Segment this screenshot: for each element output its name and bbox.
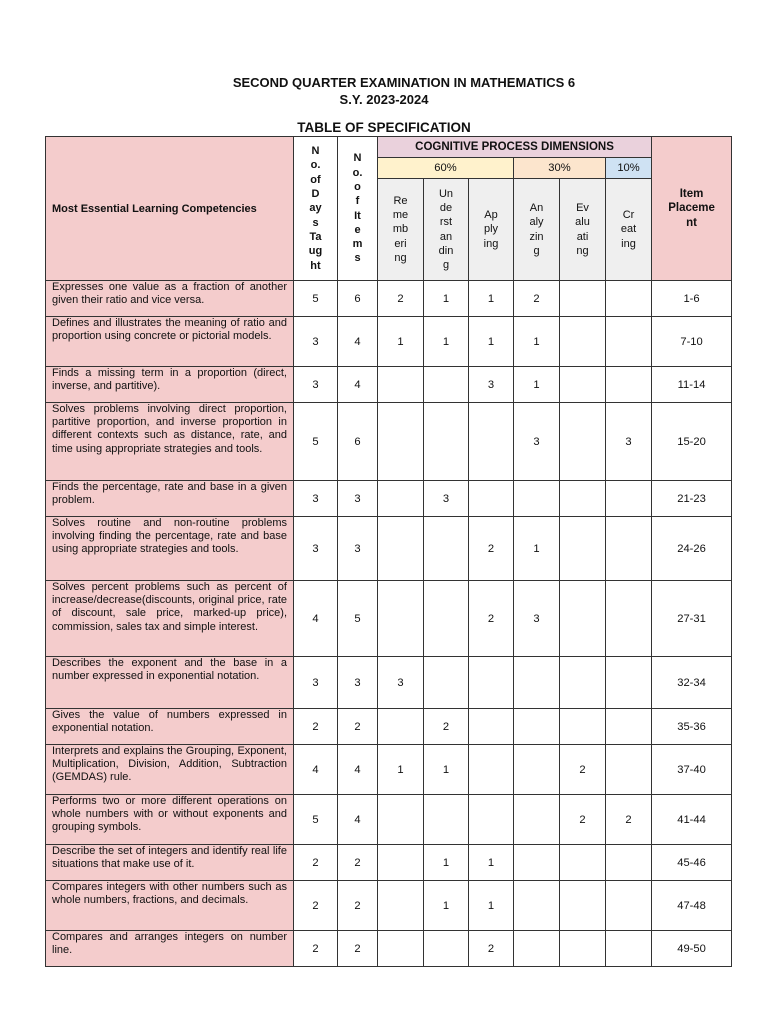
eva-cell (560, 845, 606, 881)
header-fragment: m (352, 238, 363, 251)
eva-cell (560, 481, 606, 517)
rem-cell: 1 (378, 317, 424, 367)
und-cell (424, 657, 469, 709)
pct-10-label: 10% (606, 158, 652, 179)
competency-cell: Solves routine and non-routine problems involving finding the percentage, rate and base using appropriate strategies and tools. (46, 517, 294, 581)
cre-cell (606, 709, 652, 745)
header-fragment: ply (483, 223, 499, 236)
days-cell: 5 (294, 795, 338, 845)
und-cell: 3 (424, 481, 469, 517)
placement-cell: 1-6 (652, 281, 732, 317)
ana-cell (514, 931, 560, 967)
cre-cell (606, 931, 652, 967)
app-cell (469, 657, 514, 709)
items-cell: 2 (338, 881, 378, 931)
items-cell: 3 (338, 657, 378, 709)
competency-cell: Interprets and explains the Grouping, Exponent, Multiplication, Division, Addition, Subtraction (GEMDAS) rule. (46, 745, 294, 795)
placement-cell: 27-31 (652, 581, 732, 657)
header-fragment: eat (620, 223, 637, 236)
items-cell: 4 (338, 317, 378, 367)
eva-cell: 2 (560, 795, 606, 845)
days-cell: 2 (294, 931, 338, 967)
rem-cell (378, 845, 424, 881)
header-fragment: ht (310, 259, 321, 272)
table-body (46, 281, 732, 967)
ana-cell: 2 (514, 281, 560, 317)
placement-cell: 49-50 (652, 931, 732, 967)
header-fragment: ng (394, 251, 407, 264)
items-cell: 3 (338, 481, 378, 517)
header-fragment: Ta (309, 230, 322, 243)
table-row (46, 367, 732, 403)
und-cell: 1 (424, 881, 469, 931)
cre-cell (606, 581, 652, 657)
eva-cell (560, 881, 606, 931)
placement-cell: 15-20 (652, 403, 732, 481)
competency-cell: Finds a missing term in a proportion (direct, inverse, and partitive). (46, 367, 294, 403)
placement-cell: 24-26 (652, 517, 732, 581)
competency-cell: Expresses one value as a fraction of another given their ratio and vice versa. (46, 281, 294, 317)
app-cell: 3 (469, 367, 514, 403)
competencies-header: Most Essential Learning Competencies (46, 137, 294, 281)
und-cell: 1 (424, 317, 469, 367)
ana-cell (514, 795, 560, 845)
days-cell: 5 (294, 403, 338, 481)
eva-cell (560, 657, 606, 709)
cre-cell (606, 881, 652, 931)
table-row (46, 931, 732, 967)
rem-cell (378, 581, 424, 657)
placement-cell: 47-48 (652, 881, 732, 931)
days-cell: 3 (294, 517, 338, 581)
cre-cell: 3 (606, 403, 652, 481)
placement-cell: 35-36 (652, 709, 732, 745)
placement-cell: 45-46 (652, 845, 732, 881)
table-row (46, 709, 732, 745)
header-fragment: ng (576, 244, 589, 257)
app-cell (469, 481, 514, 517)
days-cell: 3 (294, 657, 338, 709)
und-cell (424, 403, 469, 481)
ana-cell: 1 (514, 317, 560, 367)
ana-cell: 3 (514, 403, 560, 481)
header-fragment: g (442, 259, 450, 272)
items-cell: 5 (338, 581, 378, 657)
header-fragment: din (438, 244, 454, 257)
cognitive-dimensions-header: COGNITIVE PROCESS DIMENSIONS (378, 137, 652, 158)
header-fragment: e (354, 223, 361, 236)
header-fragment: Ev (576, 201, 589, 214)
eva-cell (560, 367, 606, 403)
header-fragment: Ap (484, 209, 498, 222)
rem-cell: 1 (378, 745, 424, 795)
cre-cell (606, 517, 652, 581)
header-fragment: o. (310, 159, 321, 172)
applying-header (469, 179, 514, 281)
table-row (46, 581, 732, 657)
table-row (46, 795, 732, 845)
school-year: S.Y. 2023-2024 (339, 92, 429, 107)
placement-cell: 37-40 (652, 745, 732, 795)
table-row (46, 481, 732, 517)
table-title: TABLE OF SPECIFICATION (297, 120, 471, 135)
analyzing-header (514, 179, 560, 281)
competency-cell: Describe the set of integers and identify real life situations that make use of it. (46, 845, 294, 881)
creating-header (606, 179, 652, 281)
header-fragment: Item (679, 187, 704, 200)
cre-cell (606, 317, 652, 367)
item-placement-header (652, 137, 732, 281)
items-cell: 4 (338, 745, 378, 795)
cre-cell (606, 367, 652, 403)
ana-cell: 1 (514, 517, 560, 581)
und-cell (424, 795, 469, 845)
header-fragment: g (533, 244, 540, 257)
ana-cell: 1 (514, 367, 560, 403)
competency-cell: Compares integers with other numbers such as whole numbers, fractions, and decimals. (46, 881, 294, 931)
und-cell: 2 (424, 709, 469, 745)
header-fragment: aly (529, 216, 544, 229)
placement-cell: 41-44 (652, 795, 732, 845)
placement-cell: 11-14 (652, 367, 732, 403)
eva-cell: 2 (560, 745, 606, 795)
header-fragment: of (310, 173, 321, 186)
header-fragment: ug (308, 245, 323, 258)
header-fragment: de (439, 201, 453, 214)
header-fragment: Re (393, 194, 408, 207)
table-row (46, 881, 732, 931)
und-cell: 1 (424, 745, 469, 795)
ana-cell (514, 709, 560, 745)
header-fragment: f (355, 195, 360, 208)
competency-cell: Gives the value of numbers expressed in exponential notation. (46, 709, 294, 745)
days-cell: 4 (294, 581, 338, 657)
exam-title: SECOND QUARTER EXAMINATION IN MATHEMATICS 6 (232, 75, 576, 90)
header-fragment: An (529, 201, 544, 214)
header-fragment: N (311, 145, 320, 158)
header-fragment: D (311, 188, 320, 201)
competency-cell: Solves problems involving direct proportion, partitive proportion, and inverse proportion in different contexts such as distance, rate, and time using appropriate strategies and tools. (46, 403, 294, 481)
header-fragment: ati (576, 230, 589, 243)
app-cell: 1 (469, 845, 514, 881)
rem-cell (378, 481, 424, 517)
rem-cell (378, 367, 424, 403)
header-fragment: alu (575, 216, 590, 229)
header-fragment: rst (439, 216, 453, 229)
days-cell: 5 (294, 281, 338, 317)
eva-cell (560, 709, 606, 745)
competency-cell: Performs two or more different operations on whole numbers with or without exponents and grouping symbols. (46, 795, 294, 845)
specification-table (45, 136, 732, 967)
ana-cell (514, 845, 560, 881)
header-fragment: eri (394, 237, 407, 250)
ana-cell: 3 (514, 581, 560, 657)
header-fragment: Placeme (668, 202, 715, 215)
header-fragment: an (439, 230, 453, 243)
pct-60-label: 60% (378, 158, 514, 179)
table-row (46, 403, 732, 481)
app-cell: 1 (469, 881, 514, 931)
table-row (46, 657, 732, 709)
rem-cell (378, 403, 424, 481)
competency-cell: Finds the percentage, rate and base in a given problem. (46, 481, 294, 517)
eva-cell (560, 403, 606, 481)
app-cell: 2 (469, 517, 514, 581)
understanding-header (424, 179, 469, 281)
header-fragment: me (392, 209, 409, 222)
table-row (46, 745, 732, 795)
header-fragment: ay (309, 202, 322, 215)
days-cell: 2 (294, 845, 338, 881)
app-cell (469, 745, 514, 795)
rem-cell (378, 881, 424, 931)
cre-cell: 2 (606, 795, 652, 845)
rem-cell (378, 517, 424, 581)
und-cell (424, 517, 469, 581)
ana-cell (514, 745, 560, 795)
ana-cell (514, 881, 560, 931)
header-fragment: nt (686, 216, 697, 229)
header-fragment: mb (392, 223, 409, 236)
und-cell: 1 (424, 845, 469, 881)
eva-cell (560, 517, 606, 581)
header-fragment: o (354, 180, 361, 193)
app-cell: 2 (469, 931, 514, 967)
table-row (46, 317, 732, 367)
app-cell (469, 795, 514, 845)
items-cell: 3 (338, 517, 378, 581)
header-fragment: s (312, 216, 319, 229)
items-cell: 4 (338, 367, 378, 403)
eva-cell (560, 281, 606, 317)
days-cell: 3 (294, 367, 338, 403)
placement-cell: 21-23 (652, 481, 732, 517)
items-cell: 4 (338, 795, 378, 845)
und-cell: 1 (424, 281, 469, 317)
evaluating-header (560, 179, 606, 281)
rem-cell (378, 795, 424, 845)
cre-cell (606, 657, 652, 709)
items-cell: 6 (338, 281, 378, 317)
app-cell (469, 709, 514, 745)
und-cell (424, 581, 469, 657)
header-fragment: N (353, 152, 362, 165)
header-fragment: It (354, 209, 361, 222)
days-cell: 4 (294, 745, 338, 795)
app-cell: 1 (469, 281, 514, 317)
header-fragment: s (354, 252, 361, 265)
items-cell: 2 (338, 845, 378, 881)
remembering-header (378, 179, 424, 281)
competency-cell: Defines and illustrates the meaning of ratio and proportion using concrete or pictorial models. (46, 317, 294, 367)
days-cell: 3 (294, 481, 338, 517)
cre-cell (606, 481, 652, 517)
days-cell: 2 (294, 881, 338, 931)
competency-cell: Compares and arranges integers on number line. (46, 931, 294, 967)
app-cell: 2 (469, 581, 514, 657)
header-fragment: zin (529, 230, 544, 243)
items-cell: 2 (338, 709, 378, 745)
und-cell (424, 367, 469, 403)
app-cell: 1 (469, 317, 514, 367)
header-fragment: Un (438, 187, 454, 200)
items-cell: 2 (338, 931, 378, 967)
header-fragment: ing (483, 237, 499, 250)
days-taught-header (294, 137, 338, 281)
days-cell: 3 (294, 317, 338, 367)
table-row (46, 517, 732, 581)
placement-cell: 7-10 (652, 317, 732, 367)
und-cell (424, 931, 469, 967)
pct-30-label: 30% (514, 158, 606, 179)
cre-cell (606, 281, 652, 317)
cre-cell (606, 745, 652, 795)
rem-cell (378, 709, 424, 745)
ana-cell (514, 481, 560, 517)
num-items-header (338, 137, 378, 281)
competency-cell: Describes the exponent and the base in a number expressed in exponential notation. (46, 657, 294, 709)
ana-cell (514, 657, 560, 709)
table-row (46, 281, 732, 317)
cre-cell (606, 845, 652, 881)
header-fragment: Cr (622, 209, 635, 222)
app-cell (469, 403, 514, 481)
days-cell: 2 (294, 709, 338, 745)
placement-cell: 32-34 (652, 657, 732, 709)
eva-cell (560, 581, 606, 657)
items-cell: 6 (338, 403, 378, 481)
rem-cell: 3 (378, 657, 424, 709)
table-row (46, 845, 732, 881)
competency-cell: Solves percent problems such as percent of increase/decrease(discounts, original price, rate of discount, sale price, marked-up price), commission, sales tax and simple interest. (46, 581, 294, 657)
rem-cell (378, 931, 424, 967)
eva-cell (560, 317, 606, 367)
header-fragment: o. (352, 166, 363, 179)
eva-cell (560, 931, 606, 967)
header-fragment: ing (621, 237, 636, 250)
rem-cell: 2 (378, 281, 424, 317)
